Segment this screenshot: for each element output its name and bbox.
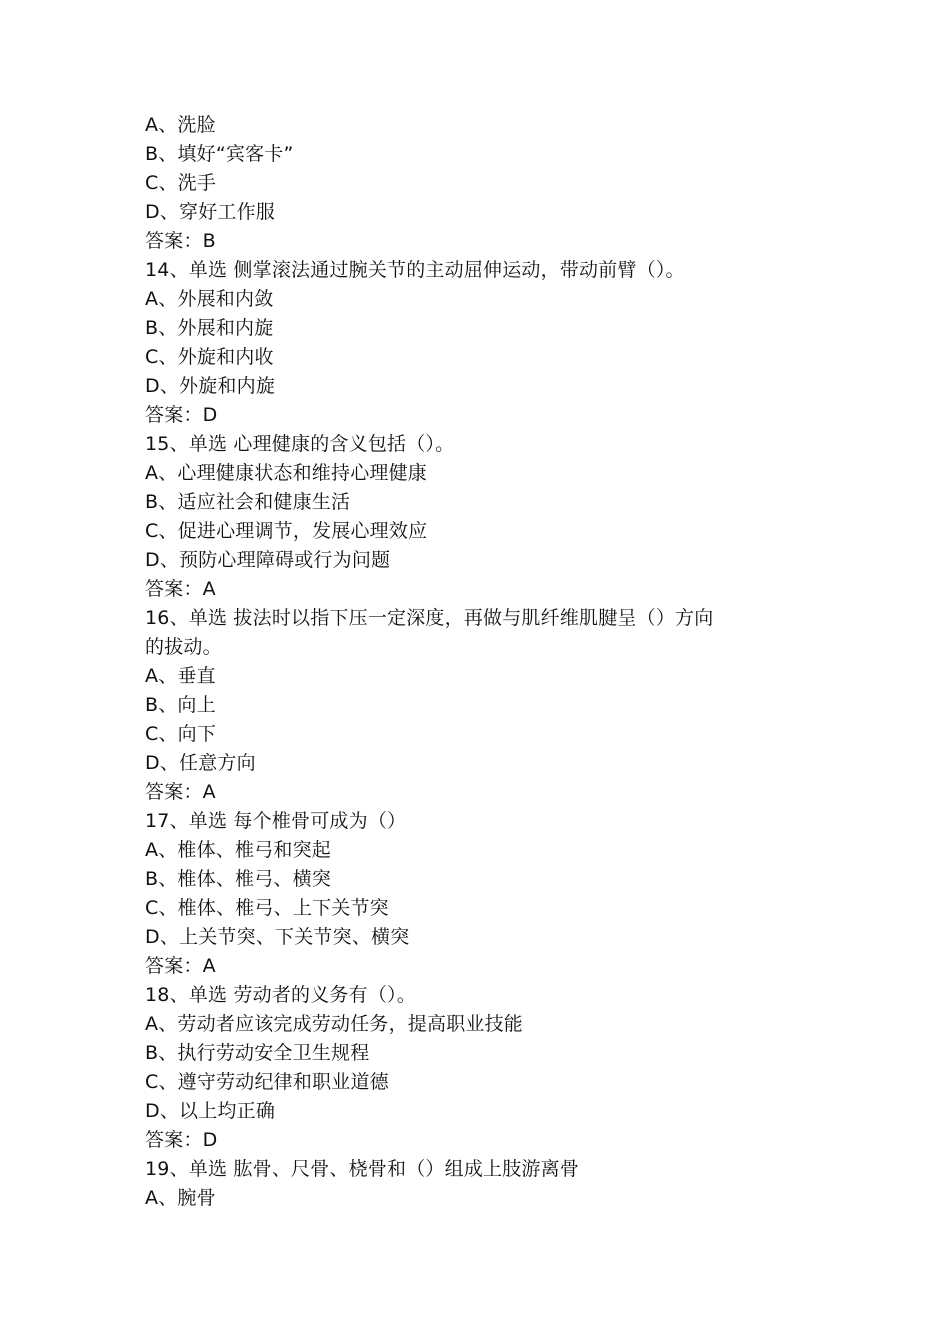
answer-line: 答案：D: [145, 404, 218, 426]
question-16: 16、单选 拔法时以指下压一定深度，再做与肌纤维肌腱呈（）方向: [145, 607, 714, 629]
answer-line: 答案：A: [145, 781, 216, 803]
option-b: B、填好“宾客卡”: [145, 143, 294, 165]
option-d: D、任意方向: [145, 752, 256, 774]
document-page: [145, 111, 815, 1213]
option-a: A、外展和内敛: [145, 288, 274, 310]
option-c: C、促进心理调节，发展心理效应: [145, 520, 428, 542]
option-c: C、向下: [145, 723, 217, 745]
question-14: 14、单选 侧掌滚法通过腕关节的主动屈伸运动，带动前臂（）。: [145, 259, 685, 281]
option-a: A、垂直: [145, 665, 216, 687]
option-d: D、以上均正确: [145, 1100, 276, 1122]
option-b: B、向上: [145, 694, 216, 716]
option-c: C、椎体、椎弓、上下关节突: [145, 897, 389, 919]
answer-line: 答案：D: [145, 1129, 218, 1151]
option-b: B、执行劳动安全卫生规程: [145, 1042, 370, 1064]
option-a: A、劳动者应该完成劳动任务，提高职业技能: [145, 1013, 523, 1035]
question-18: 18、单选 劳动者的义务有（）。: [145, 984, 416, 1006]
option-d: D、上关节突、下关节突、横突: [145, 926, 410, 948]
question-17: 17、单选 每个椎骨可成为（）: [145, 810, 407, 832]
option-b: B、外展和内旋: [145, 317, 274, 339]
option-c: C、洗手: [145, 172, 217, 194]
option-a: A、腕骨: [145, 1187, 216, 1209]
option-d: D、外旋和内旋: [145, 375, 276, 397]
option-a: A、椎体、椎弓和突起: [145, 839, 331, 861]
question-16-continued: 的拔动。: [145, 636, 222, 658]
option-d: D、穿好工作服: [145, 201, 276, 223]
option-b: B、椎体、椎弓、横突: [145, 868, 332, 890]
option-d: D、预防心理障碍或行为问题: [145, 549, 391, 571]
option-b: B、适应社会和健康生活: [145, 491, 351, 513]
question-15: 15、单选 心理健康的含义包括（）。: [145, 433, 455, 455]
option-a: A、洗脸: [145, 114, 216, 136]
answer-line: 答案：A: [145, 955, 216, 977]
option-c: C、外旋和内收: [145, 346, 274, 368]
option-a: A、心理健康状态和维持心理健康: [145, 462, 427, 484]
answer-line: 答案：B: [145, 230, 216, 252]
answer-line: 答案：A: [145, 578, 216, 600]
option-c: C、遵守劳动纪律和职业道德: [145, 1071, 389, 1093]
question-19: 19、单选 肱骨、尺骨、桡骨和（）组成上肢游离骨: [145, 1158, 580, 1180]
